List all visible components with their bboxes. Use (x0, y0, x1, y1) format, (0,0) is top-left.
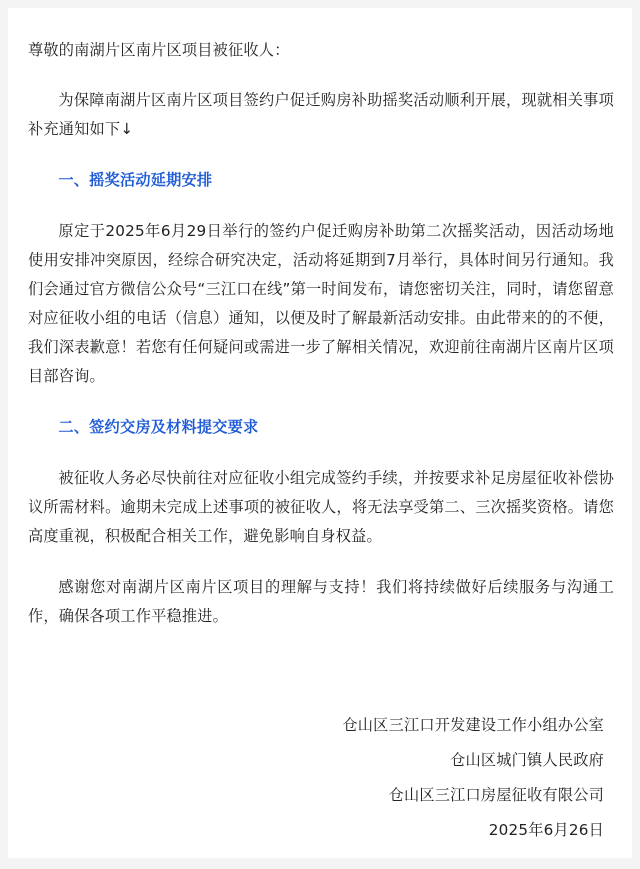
signature-org-2: 仓山区城门镇人民政府 (450, 751, 604, 769)
notice-document (8, 8, 632, 858)
greeting: 尊敬的南湖片区南片区项目被征收人： (28, 41, 290, 59)
section2-title: 二、签约交房及材料提交要求 (58, 418, 259, 436)
section1-body: 原定于2025年6月29日举行的签约户促迁购房补助第二次摇奖活动，因活动场地使用安排冲突原因，经综合研究决定，活动将延期到7月举行，具体时间另行通知。我们会通过官方微信公众号“三江口在线”第一时间发布，请您密切关注，同时，请您留意对应征收小组的电话（信息）通知，以便及时了解最新活动安排。由此带来的的不便，我们深表歉意！若您有任何疑问或需进一步了解相关情况，欢迎前往南湖片区南片区项目部咨询。 (28, 222, 614, 385)
section1-title: 一、摇奖活动延期安排 (58, 171, 213, 189)
intro-paragraph: 为保障南湖片区南片区项目签约户促迁购房补助摇奖活动顺利开展，现就相关事项补充通知如下↓ (28, 91, 614, 138)
signature-org-3: 仓山区三江口房屋征收有限公司 (388, 786, 604, 804)
signature-org-1: 仓山区三江口开发建设工作小组办公室 (342, 716, 604, 734)
closing-paragraph: 感谢您对南湖片区南片区项目的理解与支持！我们将持续做好后续服务与沟通工作，确保各项工作平稳推进。 (28, 578, 614, 625)
section2-body: 被征收人务必尽快前往对应征收小组完成签约手续，并按要求补足房屋征收补偿协议所需材料。逾期未完成上述事项的被征收人，将无法享受第二、三次摇奖资格。请您高度重视，积极配合相关工作，避免影响自身权益。 (28, 469, 614, 545)
signature-block (342, 708, 604, 848)
signature-date: 2025年6月26日 (488, 821, 604, 839)
